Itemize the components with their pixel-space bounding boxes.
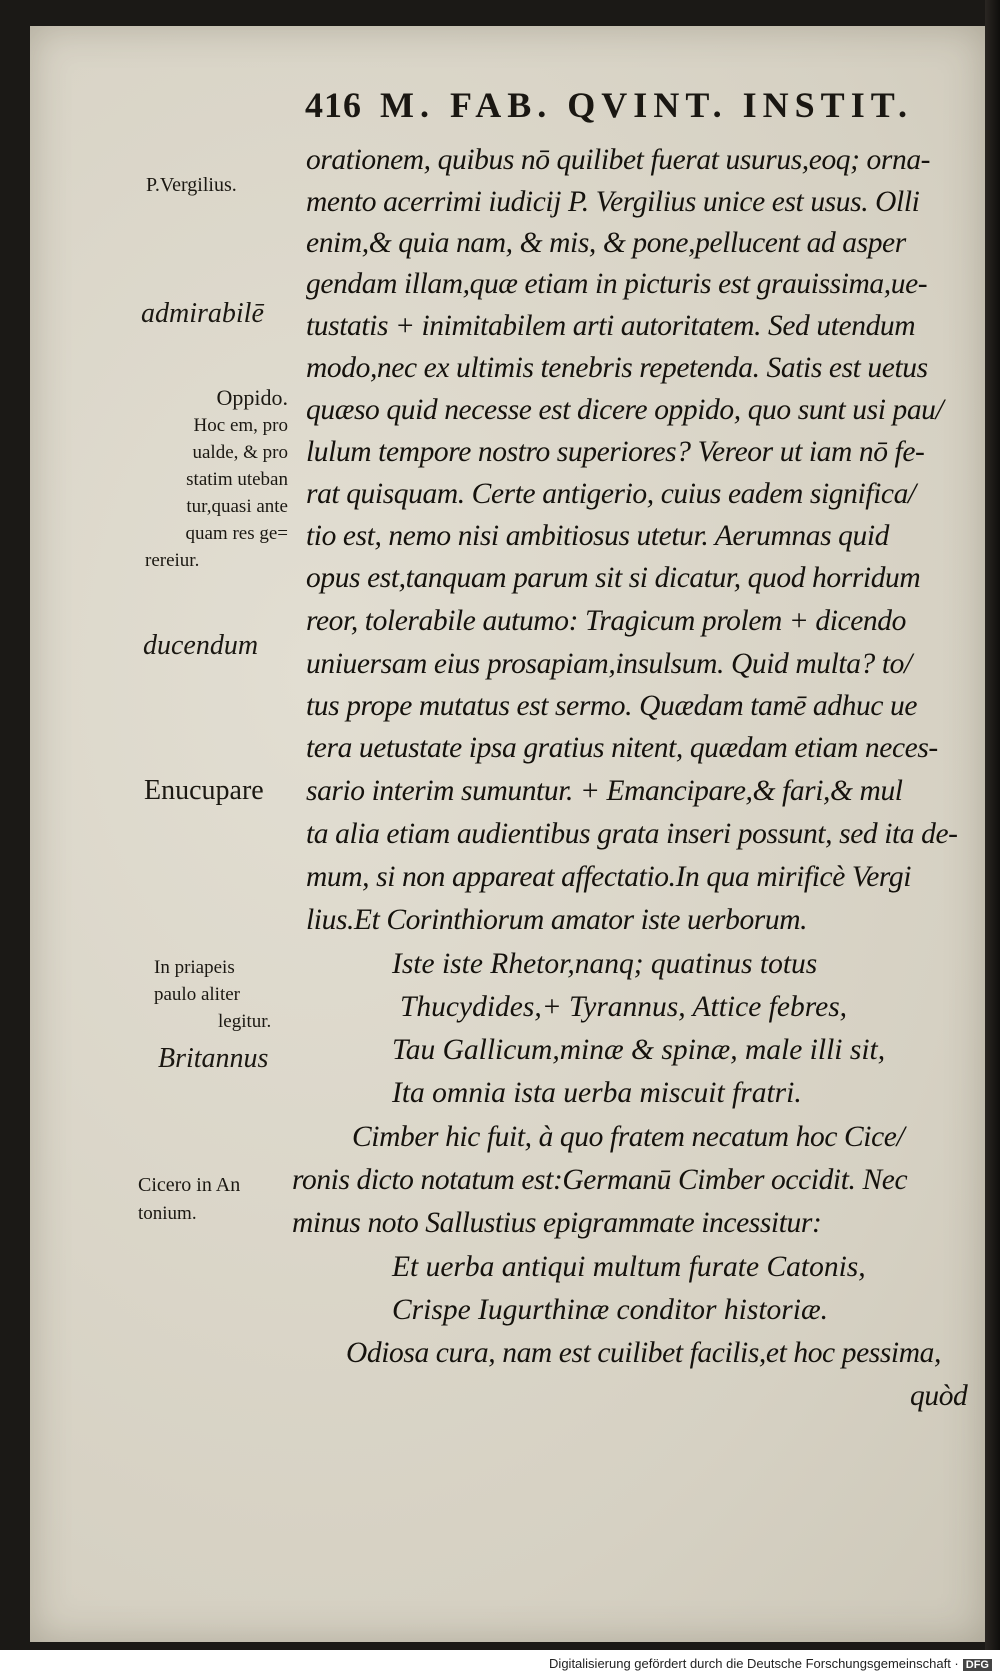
margin-note: ducendum	[143, 630, 259, 661]
text-line: tustatis + inimitabilem arti autoritatem. Sed utendum	[306, 310, 916, 342]
text-line: Odiosa cura, nam est cuilibet facilis,et hoc pessima,	[346, 1337, 941, 1369]
footer-text: Digitalisierung gefördert durch die Deutsche Forschungsgemeinschaft ·	[549, 1656, 959, 1671]
page-number: 416	[305, 85, 362, 125]
verse-line: Crispe Iugurthinæ conditor historiæ.	[392, 1294, 828, 1326]
margin-note: P.Vergilius.	[146, 174, 237, 196]
verse-line: Et uerba antiqui multum furate Catonis,	[392, 1251, 866, 1283]
text-line: modo,nec ex ultimis tenebris repetenda. Satis est uetus	[306, 352, 928, 384]
text-line: tio est, nemo nisi ambitiosus utetur. Aerumnas quid	[306, 520, 889, 552]
text-line: Cimber hic fuit, à quo fratem necatum hoc Cice/	[352, 1121, 905, 1153]
text-line: quæso quid necesse est dicere oppido, quo sunt usi pau/	[306, 394, 944, 426]
margin-note: paulo aliter	[154, 984, 240, 1005]
margin-note: Cicero in An	[138, 1174, 241, 1196]
text-line: gendam illam,quæ etiam in picturis est grauissima,ue-	[306, 268, 928, 300]
text-line: minus noto Sallustius epigrammate incessitur:	[292, 1207, 822, 1239]
text-line: tus prope mutatus est sermo. Quædam tamē adhuc ue	[306, 690, 918, 722]
text-line: ta alia etiam audientibus grata inseri possunt, sed ita de-	[306, 818, 958, 850]
text-line: tera uetustate ipsa gratius nitent, quædam etiam neces-	[306, 732, 938, 764]
text-line: uniuersam eius prosapiam,insulsum. Quid multa? to/	[306, 648, 912, 680]
text-line: enim,& quia nam, & mis, & pone,pellucent ad asper	[306, 227, 906, 259]
text-line: opus est,tanquam parum sit si dicatur, quod horridum	[306, 562, 921, 594]
margin-note: Hoc em, pro	[193, 415, 288, 436]
text-line: sario interim sumuntur. + Emancipare,& fari,& mul	[306, 775, 903, 807]
page-gutter	[985, 0, 1000, 1650]
text-line: lius.Et Corinthiorum amator iste uerborum.	[306, 904, 808, 936]
margin-note: tur,quasi ante	[186, 496, 288, 517]
margin-note: quam res ge=	[185, 523, 288, 544]
margin-note: Enucupare	[144, 775, 264, 806]
margin-note: tonium.	[138, 1203, 197, 1224]
margin-note: statim uteban	[186, 469, 288, 490]
margin-note: rereiur.	[145, 550, 200, 571]
text-line: lulum tempore nostro superiores? Vereor ut iam nō fe-	[306, 436, 925, 468]
text-line: mento acerrimi iudicij P. Vergilius unice est usus. Olli	[306, 186, 920, 218]
margin-note: legitur.	[218, 1011, 272, 1032]
margin-note: In priapeis	[154, 957, 235, 978]
catchword: quòd	[910, 1380, 968, 1412]
verse-line: Iste iste Rhetor,nanq; quatinus totus	[392, 948, 818, 980]
margin-note: Britannus	[158, 1043, 269, 1074]
text-line: ronis dicto notatum est:Germanū Cimber occidit. Nec	[292, 1164, 908, 1196]
dfg-logo: DFG	[963, 1659, 992, 1671]
verse-line: Ita omnia ista uerba miscuit fratri.	[392, 1077, 802, 1109]
running-title: M. FAB. QVINT. INSTIT.	[380, 85, 914, 125]
text-line: mum, si non appareat affectatio.In qua mirificè Vergi	[306, 861, 912, 893]
margin-note: admirabilē	[141, 298, 264, 329]
running-header	[305, 84, 950, 126]
text-line: orationem, quibus nō quilibet fuerat usurus,eoq; orna-	[306, 144, 931, 176]
text-line: rat quisquam. Certe antigerio, cuius eadem significa/	[306, 478, 916, 510]
margin-note: Oppido.	[216, 385, 288, 410]
verse-line: Tau Gallicum,minæ & spinæ, male illi sit,	[392, 1034, 886, 1066]
text-line: reor, tolerabile autumo: Tragicum prolem + dicendo	[306, 605, 906, 637]
verse-line: Thucydides,+ Tyrannus, Attice febres,	[400, 991, 848, 1023]
footer-credit	[549, 1656, 992, 1671]
margin-note: ualde, & pro	[192, 442, 288, 463]
